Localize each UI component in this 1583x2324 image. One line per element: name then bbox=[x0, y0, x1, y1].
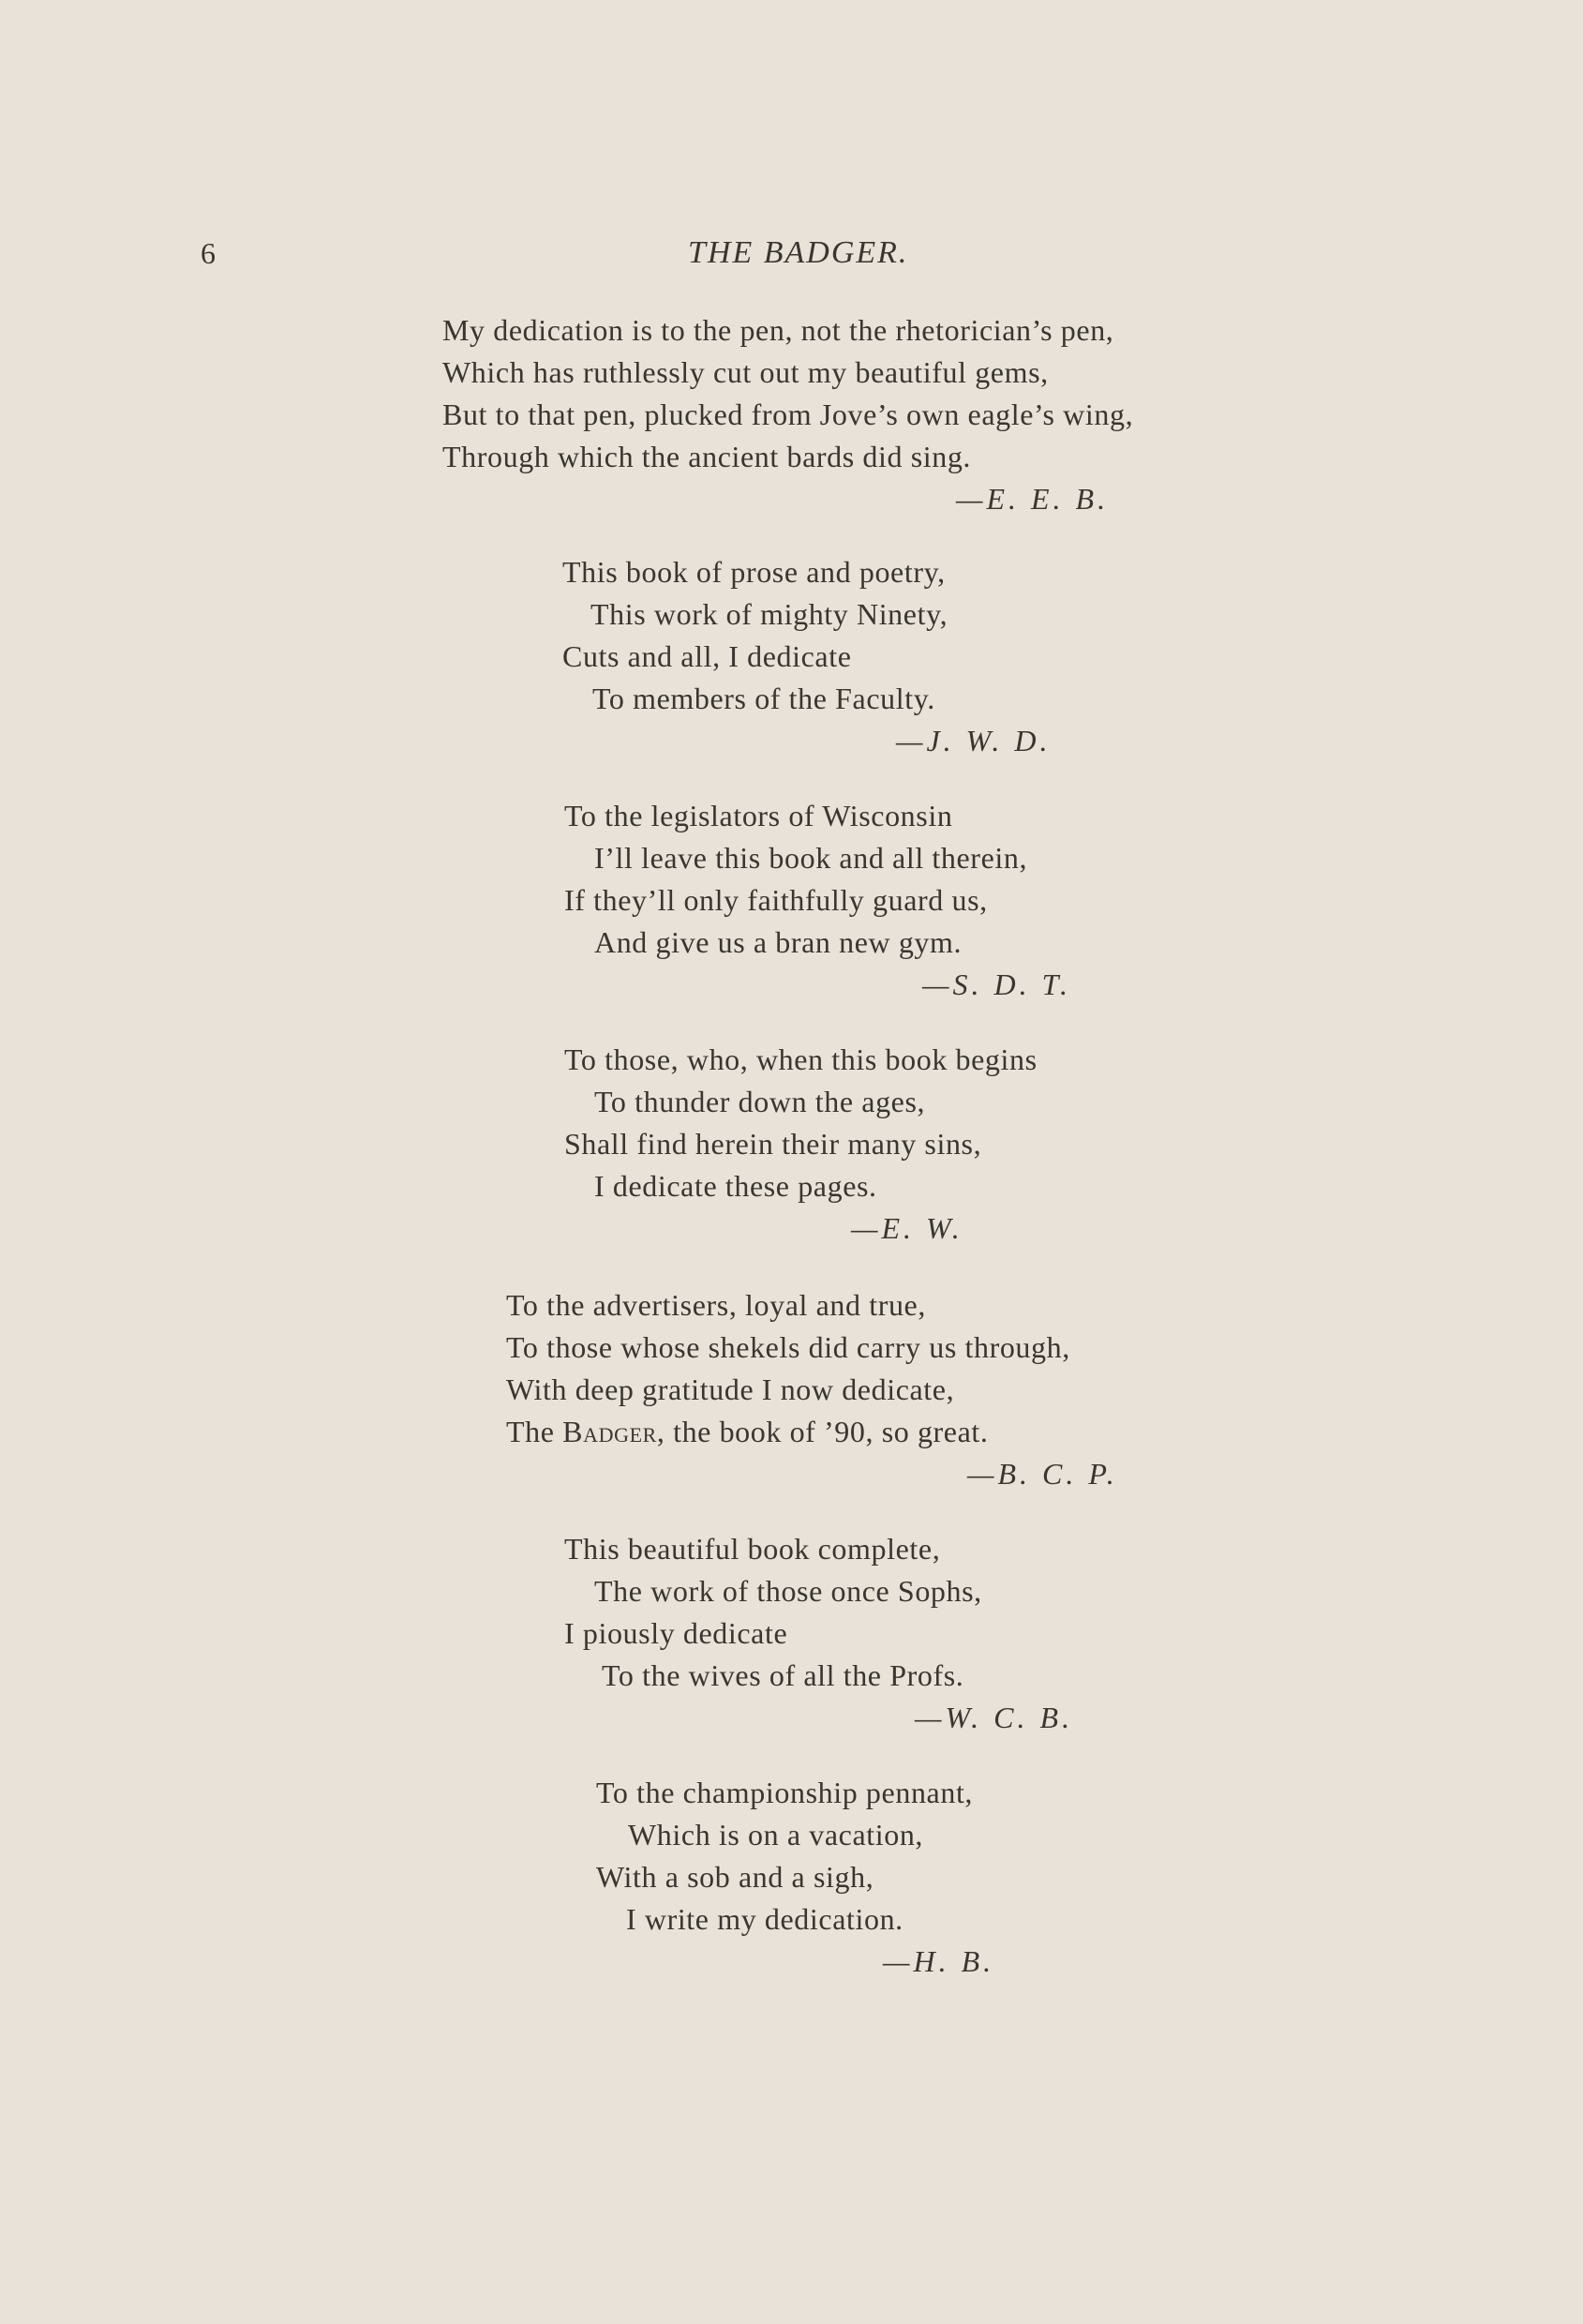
stanza-3-line-3: If they’ll only faithfully guard us, bbox=[564, 883, 988, 917]
stanza-3-line-2: I’ll leave this book and all therein, bbox=[594, 841, 1028, 875]
stanza-5-line-1: To the advertisers, loyal and true, bbox=[506, 1288, 926, 1322]
dedication-stanza-3 bbox=[564, 795, 1071, 1006]
stanza-3-line-4: And give us a bran new gym. bbox=[594, 925, 963, 959]
dedication-stanza-1 bbox=[442, 309, 1133, 520]
stanza-2-line-3: Cuts and all, I dedicate bbox=[562, 639, 852, 673]
running-head: THE BADGER. bbox=[688, 235, 909, 270]
dedication-stanza-7 bbox=[596, 1772, 994, 1983]
stanza-5-line-3: With deep gratitude I now dedicate, bbox=[506, 1372, 955, 1406]
page-number: 6 bbox=[201, 236, 216, 270]
stanza-2-line-4: To members of the Faculty. bbox=[592, 682, 935, 715]
stanza-1-line-2: Which has ruthlessly cut out my beautiful gems, bbox=[442, 355, 1049, 389]
stanza-1-signature: —E. E. B. bbox=[956, 482, 1110, 516]
stanza-7-line-3: With a sob and a sigh, bbox=[596, 1860, 874, 1894]
stanza-5-line-4-end: , the book of ’90, so great. bbox=[656, 1415, 989, 1448]
stanza-5-signature: —B. C. P. bbox=[967, 1457, 1118, 1491]
stanza-4-line-4: I dedicate these pages. bbox=[594, 1169, 877, 1203]
stanza-3-signature: —S. D. T. bbox=[922, 967, 1071, 1001]
stanza-6-line-4: To the wives of all the Profs. bbox=[602, 1658, 964, 1692]
dedication-stanza-4 bbox=[564, 1039, 1038, 1250]
stanza-2-line-1: This book of prose and poetry, bbox=[562, 555, 946, 589]
stanza-7-line-1: To the championship pennant, bbox=[596, 1776, 974, 1809]
stanza-7-line-4: I write my dedication. bbox=[626, 1902, 904, 1936]
stanza-7-line-2: Which is on a vacation, bbox=[628, 1818, 924, 1852]
dedication-stanza-2 bbox=[562, 551, 1051, 762]
stanza-4-signature: —E. W. bbox=[851, 1211, 963, 1245]
stanza-6-line-1: This beautiful book complete, bbox=[564, 1532, 941, 1566]
stanza-6-signature: —W. C. B. bbox=[915, 1701, 1074, 1734]
stanza-4-line-2: To thunder down the ages, bbox=[594, 1085, 926, 1118]
stanza-3-line-1: To the legislators of Wisconsin bbox=[564, 799, 953, 832]
stanza-1-line-1: My dedication is to the pen, not the rhetorician’s pen, bbox=[442, 313, 1114, 347]
dedication-stanza-5 bbox=[506, 1284, 1118, 1495]
stanza-1-line-3: But to that pen, plucked from Jove’s own eagle’s wing, bbox=[442, 397, 1134, 431]
stanza-1-line-4: Through which the ancient bards did sing. bbox=[442, 440, 972, 473]
stanza-7-signature: —H. B. bbox=[883, 1944, 995, 1978]
dedication-stanza-6 bbox=[564, 1528, 1073, 1739]
stanza-5-line-4-start: The bbox=[506, 1415, 563, 1448]
stanza-5-line-2: To those whose shekels did carry us through, bbox=[506, 1330, 1070, 1364]
badger-smallcaps: Badger bbox=[562, 1415, 657, 1448]
stanza-6-line-3: I piously dedicate bbox=[564, 1616, 788, 1650]
stanza-4-line-3: Shall find herein their many sins, bbox=[564, 1127, 982, 1161]
stanza-2-line-2: This work of mighty Ninety, bbox=[590, 597, 948, 631]
stanza-4-line-1: To those, who, when this book begins bbox=[564, 1042, 1038, 1076]
stanza-2-signature: —J. W. D. bbox=[896, 724, 1052, 757]
stanza-6-line-2: The work of those once Sophs, bbox=[594, 1574, 982, 1608]
stanza-5-line-4 bbox=[506, 1411, 1118, 1453]
